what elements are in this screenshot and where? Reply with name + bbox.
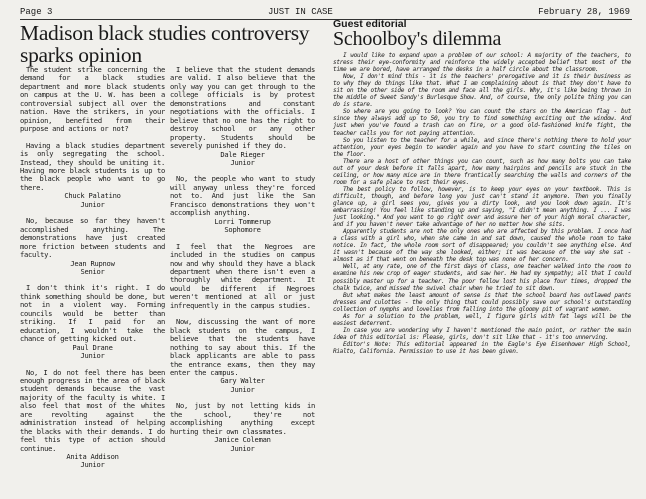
editorial-paragraph: As for a solution to the problem, well, I figure girls with fat legs will be the easiest deterrent. <box>333 312 631 327</box>
newspaper-name: JUST IN CASE <box>268 7 333 17</box>
response-paragraph: Having a black studies department is only segregating the school. Instead, they should be uniting it. Having more black students is up to the black people who want to go there. <box>20 140 165 192</box>
issue-date: February 28, 1969 <box>538 7 630 17</box>
editorial-paragraph: Now, I don't mind this - it is the teachers' prerogative and it is their business as to why they do things like that. What I am complaining about is that they don't have to sit on the other side of the room and face all the girls. Why, it's like being thrown in the middle of Sweet Sandy's Burlesque Show. And, of course, the only polite thing you can do is stare. <box>333 73 631 109</box>
page-header <box>20 7 632 20</box>
editorial-paragraph: Apparently students are not the only ones who are affected by this problem. I once had a class with a girl who, when she came in and sat down, caused the whole room to take notice. In fact, the whole room sort of disappeared; you couldn't see anything else. And it wasn't because of the way she looked, either; it was because of the way she sat - almost as if that went on beneath the desk top was none of her concern. <box>333 228 631 264</box>
response-paragraph: I feel that the Negroes are included in the studies on campus now and why should they have a black department when there isn't even a thoroughly white department. It would be different if Negroes weren't mentioned at all or just infrequently in the campus studies. <box>170 241 315 310</box>
left-article-column-2 <box>170 66 315 461</box>
left-article-column-1 <box>20 66 165 478</box>
response-paragraph: No, the people who want to study will anyway unless they're forced not to. And just like the San Francisco demonstrations they won't accomplish anything. <box>170 174 315 218</box>
respondent-signature: Anita Addison Junior <box>66 452 119 470</box>
guest-editorial-label: Guest editorial <box>333 18 407 30</box>
response-paragraph: I don't think it's right. I do think something should be done, but not in a violent way. Forming councils would be better than striking. If I paid for an education, I wouldn't take the chance of getting kicked out. <box>20 283 165 344</box>
editorial-paragraph: But what makes the least amount of sense is that the school board has outlawed pants dresses and culottes - the only thing that could possibly save our school's outstanding collection of nymphs and lovelies from falling into the gloomy pit of vagrant women. <box>333 291 631 313</box>
respondent-signature: Chuck Palatino Junior <box>64 191 121 209</box>
editorial-paragraph: The best policy to follow, however, is to keep your eyes on your textbook. This is difficult, though, and before long you just can't stand it anymore. Then you finally glance up, a girl sees you, gives you a dirty look, and you look down again. It's embarrassing! You feel like standing up and saying, "I didn't mean anything. I ... I was just looking." And you want to go right over and assure her of your high moral character, and if you haven't never take advantage of her no matter how she sits. <box>333 185 631 229</box>
editorial-paragraph: Well, at any rate, one of the first days of class, one teacher walked into the room to examine his new crop of eager students, and saw her. He had my sympathy; all that I could possibly master up for a teacher. The poor fellow lost his place four times, dropped the chalk twice, and missed the swivel chair when he tried to sit down. <box>333 263 631 292</box>
response-paragraph: The student strike concerning the demand for a black studies department and more black students on campus at the U. W. has been a controversial subject all over the nation. Have the strikers, in your opinion, benefited from their purpose and actions or not? <box>20 65 165 134</box>
respondent-signature: Jean Rupnow Senior <box>70 258 115 276</box>
response-paragraph: No, just by not letting kids in the school, they're not accomplishing anything except hurting their own classmates. <box>170 401 315 436</box>
editorial-body <box>333 52 631 355</box>
response-paragraph: Now, discussing the want of more black students on the campus, I believe that the students have nothing to say about this. If the black applicants are able to pass the entrance exams, then they may enter the campus. <box>170 317 315 377</box>
respondent-signature: Janice Coleman Junior <box>214 435 271 453</box>
response-paragraph: No, because so far they haven't accomplished anything. The demonstrations have just created more friction between students and faculty. <box>20 216 165 260</box>
respondent-signature: Paul Drane Junior <box>72 342 113 361</box>
editorial-paragraph: I would like to expand upon a problem of our school: A majority of the teachers, to stress their eye-conformity and reinforce the widely accepted belief that most of the time we are bored, have arranged the desks in a half circle about the classroom. <box>333 52 631 74</box>
editorial-paragraph: So you listen to the teacher for a while, and since there's nothing there to hold your attention, your eyes begin to wander again and you have to start counting the tiles on the floor. <box>333 136 631 158</box>
editorial-paragraph: Editor's Note: This editorial appeared in the Eagle's Eye Eisenhower High School, Rialto, California. Permission to use it has been given. <box>333 340 631 355</box>
response-paragraph: I believe that the student demands are valid. I also believe that the only way you can get through to the college officials is by protest demonstrations and constant negotiations with the officials. I believe that no one has the right to destroy school or any other property. Students should be severely punished if they do. <box>170 65 315 151</box>
left-article-headline: Madison black studies controversy sparks opinion <box>20 21 310 67</box>
editorial-paragraph: In case you are wondering why I haven't mentioned the main point, or rather the main idea of this editorial is: Please, girls, don't sit like that - it's too unnerving. <box>333 326 631 341</box>
right-article-headline: Schoolboy's dilemma <box>333 28 502 50</box>
response-paragraph: No, I do not feel there has been enough progress in the area of black student demands because the vast majority of the faculty is white. I also feel that most of the whites are revolting against the administration instead of helping the blacks with their demands. I do feel this type of action should continue. <box>20 367 165 453</box>
respondent-signature: Lorri Tommerup Sophomore <box>214 216 271 235</box>
respondent-signature: Dale Rieger Junior <box>220 149 265 167</box>
editorial-paragraph: So where are you going to look? You can count the stars on the American flag - but since they always add up to 50, you try to find something exciting out the window. And just when you've found a trash can on fire, or a good old-fashioned knife fight, the teacher calls you for not paying attention. <box>333 108 631 137</box>
respondent-signature: Gary Walter Junior <box>220 376 265 394</box>
page-number: Page 3 <box>20 7 53 17</box>
editorial-paragraph: There are a host of other things you can count, such as how many bolts you can take out of your desk before it falls apart, how many hairpins and pencils are stuck in the ceiling, or how many mice are in there frantically searching the walls and corners of the room for a safe place to rest their eyes. <box>333 157 631 186</box>
